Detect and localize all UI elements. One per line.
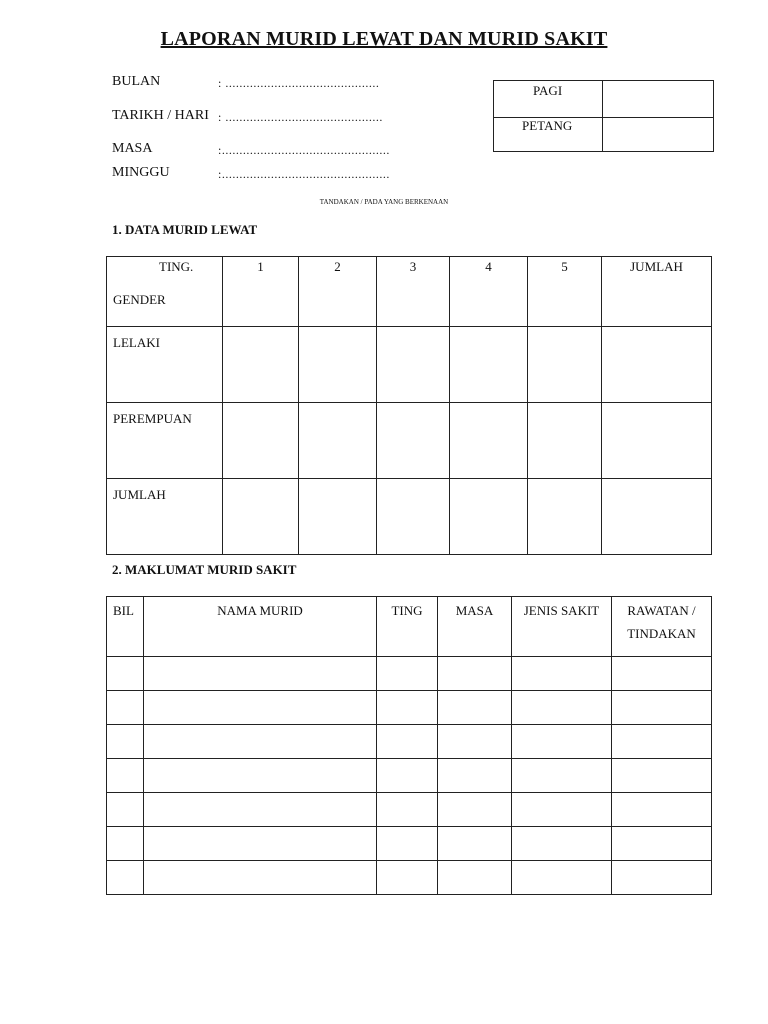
column-header-masa: MASA — [438, 597, 512, 657]
table-cell[interactable] — [612, 691, 712, 725]
corner-label-gender: GENDER — [113, 292, 166, 307]
column-header-ting-2: 2 — [299, 257, 377, 327]
table-cell[interactable] — [144, 861, 377, 895]
table-cell[interactable] — [144, 759, 377, 793]
table-cell[interactable] — [299, 327, 377, 403]
rawatan-label-line2: TINDAKAN — [627, 626, 696, 641]
table-row — [107, 479, 712, 555]
table-cell[interactable] — [377, 479, 450, 555]
table-cell[interactable] — [299, 479, 377, 555]
table-cell[interactable] — [438, 861, 512, 895]
field-blank-minggu[interactable]: :................................................ — [218, 167, 390, 181]
table-cell[interactable] — [377, 327, 450, 403]
column-header-ting-4: 4 — [450, 257, 528, 327]
table-cell[interactable] — [144, 827, 377, 861]
table-cell[interactable] — [612, 725, 712, 759]
table-cell[interactable] — [107, 861, 144, 895]
table-cell[interactable] — [438, 759, 512, 793]
table-row — [107, 657, 712, 691]
table-cell[interactable] — [602, 327, 712, 403]
table-cell[interactable] — [377, 759, 438, 793]
table-cell[interactable] — [450, 327, 528, 403]
table-cell[interactable] — [528, 327, 602, 403]
table-cell[interactable] — [107, 691, 144, 725]
row-label-perempuan: PEREMPUAN — [107, 403, 223, 479]
table-cell[interactable] — [107, 725, 144, 759]
table-row — [107, 759, 712, 793]
table-cell[interactable] — [144, 793, 377, 827]
shift-checkbox-petang[interactable] — [603, 118, 714, 152]
table-cell[interactable] — [377, 403, 450, 479]
shift-label-petang: PETANG — [494, 118, 603, 152]
column-header-nama-murid: NAMA MURID — [144, 597, 377, 657]
field-label-tarikh: TARIKH / HARI — [112, 108, 209, 123]
table-cell[interactable] — [377, 657, 438, 691]
table-cell[interactable] — [612, 827, 712, 861]
column-header-rawatan — [612, 597, 712, 657]
table-cell[interactable] — [602, 403, 712, 479]
table-cell[interactable] — [223, 327, 299, 403]
table-cell[interactable] — [512, 691, 612, 725]
column-header-bil: BIL — [107, 597, 144, 657]
table-cell[interactable] — [612, 657, 712, 691]
table-cell[interactable] — [223, 403, 299, 479]
late-students-table — [106, 256, 712, 555]
table-header-row — [107, 597, 712, 657]
column-header-ting-1: 1 — [223, 257, 299, 327]
table-cell[interactable] — [612, 759, 712, 793]
field-label-bulan: BULAN — [112, 74, 161, 89]
table-cell[interactable] — [377, 691, 438, 725]
field-blank-tarikh[interactable]: : ............................................. — [218, 110, 383, 124]
table-cell[interactable] — [438, 793, 512, 827]
table-cell[interactable] — [512, 759, 612, 793]
shift-label-pagi: PAGI — [494, 81, 603, 118]
table-row — [107, 691, 712, 725]
table-cell[interactable] — [438, 691, 512, 725]
table-cell[interactable] — [107, 759, 144, 793]
table-cell[interactable] — [107, 827, 144, 861]
rawatan-label-line1: RAWATAN / — [627, 603, 696, 618]
instruction-note: TANDAKAN / PADA YANG BERKENAAN — [319, 198, 449, 206]
field-blank-bulan[interactable]: : ............................................ — [218, 76, 380, 90]
column-header-ting: TING — [377, 597, 438, 657]
table-cell[interactable] — [144, 657, 377, 691]
table-cell[interactable] — [223, 479, 299, 555]
table-cell[interactable] — [512, 861, 612, 895]
table-cell[interactable] — [512, 793, 612, 827]
table-cell[interactable] — [377, 793, 438, 827]
column-header-ting-5: 5 — [528, 257, 602, 327]
table-row — [107, 793, 712, 827]
corner-label-ting: TING. — [159, 259, 194, 274]
row-label-lelaki: LELAKI — [107, 327, 223, 403]
table-cell[interactable] — [107, 793, 144, 827]
table-cell[interactable] — [512, 657, 612, 691]
table-cell[interactable] — [612, 861, 712, 895]
corner-header-cell — [107, 257, 223, 327]
table-cell[interactable] — [377, 725, 438, 759]
row-label-jumlah: JUMLAH — [107, 479, 223, 555]
table-cell[interactable] — [512, 827, 612, 861]
page-title: LAPORAN MURID LEWAT DAN MURID SAKIT — [160, 28, 608, 50]
table-cell[interactable] — [528, 403, 602, 479]
field-label-minggu: MINGGU — [112, 165, 170, 180]
table-row — [107, 827, 712, 861]
field-blank-masa[interactable]: :................................................ — [218, 143, 390, 157]
table-cell[interactable] — [528, 479, 602, 555]
table-cell[interactable] — [144, 691, 377, 725]
table-cell[interactable] — [450, 479, 528, 555]
section-heading-late: 1. DATA MURID LEWAT — [112, 222, 258, 237]
table-cell[interactable] — [438, 725, 512, 759]
table-cell[interactable] — [438, 827, 512, 861]
table-cell[interactable] — [299, 403, 377, 479]
table-row — [107, 327, 712, 403]
table-cell[interactable] — [377, 861, 438, 895]
table-cell[interactable] — [377, 827, 438, 861]
table-cell[interactable] — [438, 657, 512, 691]
table-cell[interactable] — [107, 657, 144, 691]
table-cell[interactable] — [144, 725, 377, 759]
shift-table — [493, 80, 714, 152]
section-heading-sick: 2. MAKLUMAT MURID SAKIT — [112, 562, 297, 577]
shift-checkbox-pagi[interactable] — [603, 81, 714, 118]
table-cell[interactable] — [512, 725, 612, 759]
table-row — [107, 403, 712, 479]
table-row — [107, 725, 712, 759]
field-label-masa: MASA — [112, 141, 153, 156]
column-header-ting-3: 3 — [377, 257, 450, 327]
column-header-jenis-sakit: JENIS SAKIT — [512, 597, 612, 657]
table-row — [107, 861, 712, 895]
sick-students-table — [106, 596, 712, 895]
table-cell[interactable] — [450, 403, 528, 479]
table-header-row — [107, 257, 712, 327]
table-cell[interactable] — [612, 793, 712, 827]
table-cell[interactable] — [602, 479, 712, 555]
column-header-jumlah: JUMLAH — [602, 257, 712, 327]
